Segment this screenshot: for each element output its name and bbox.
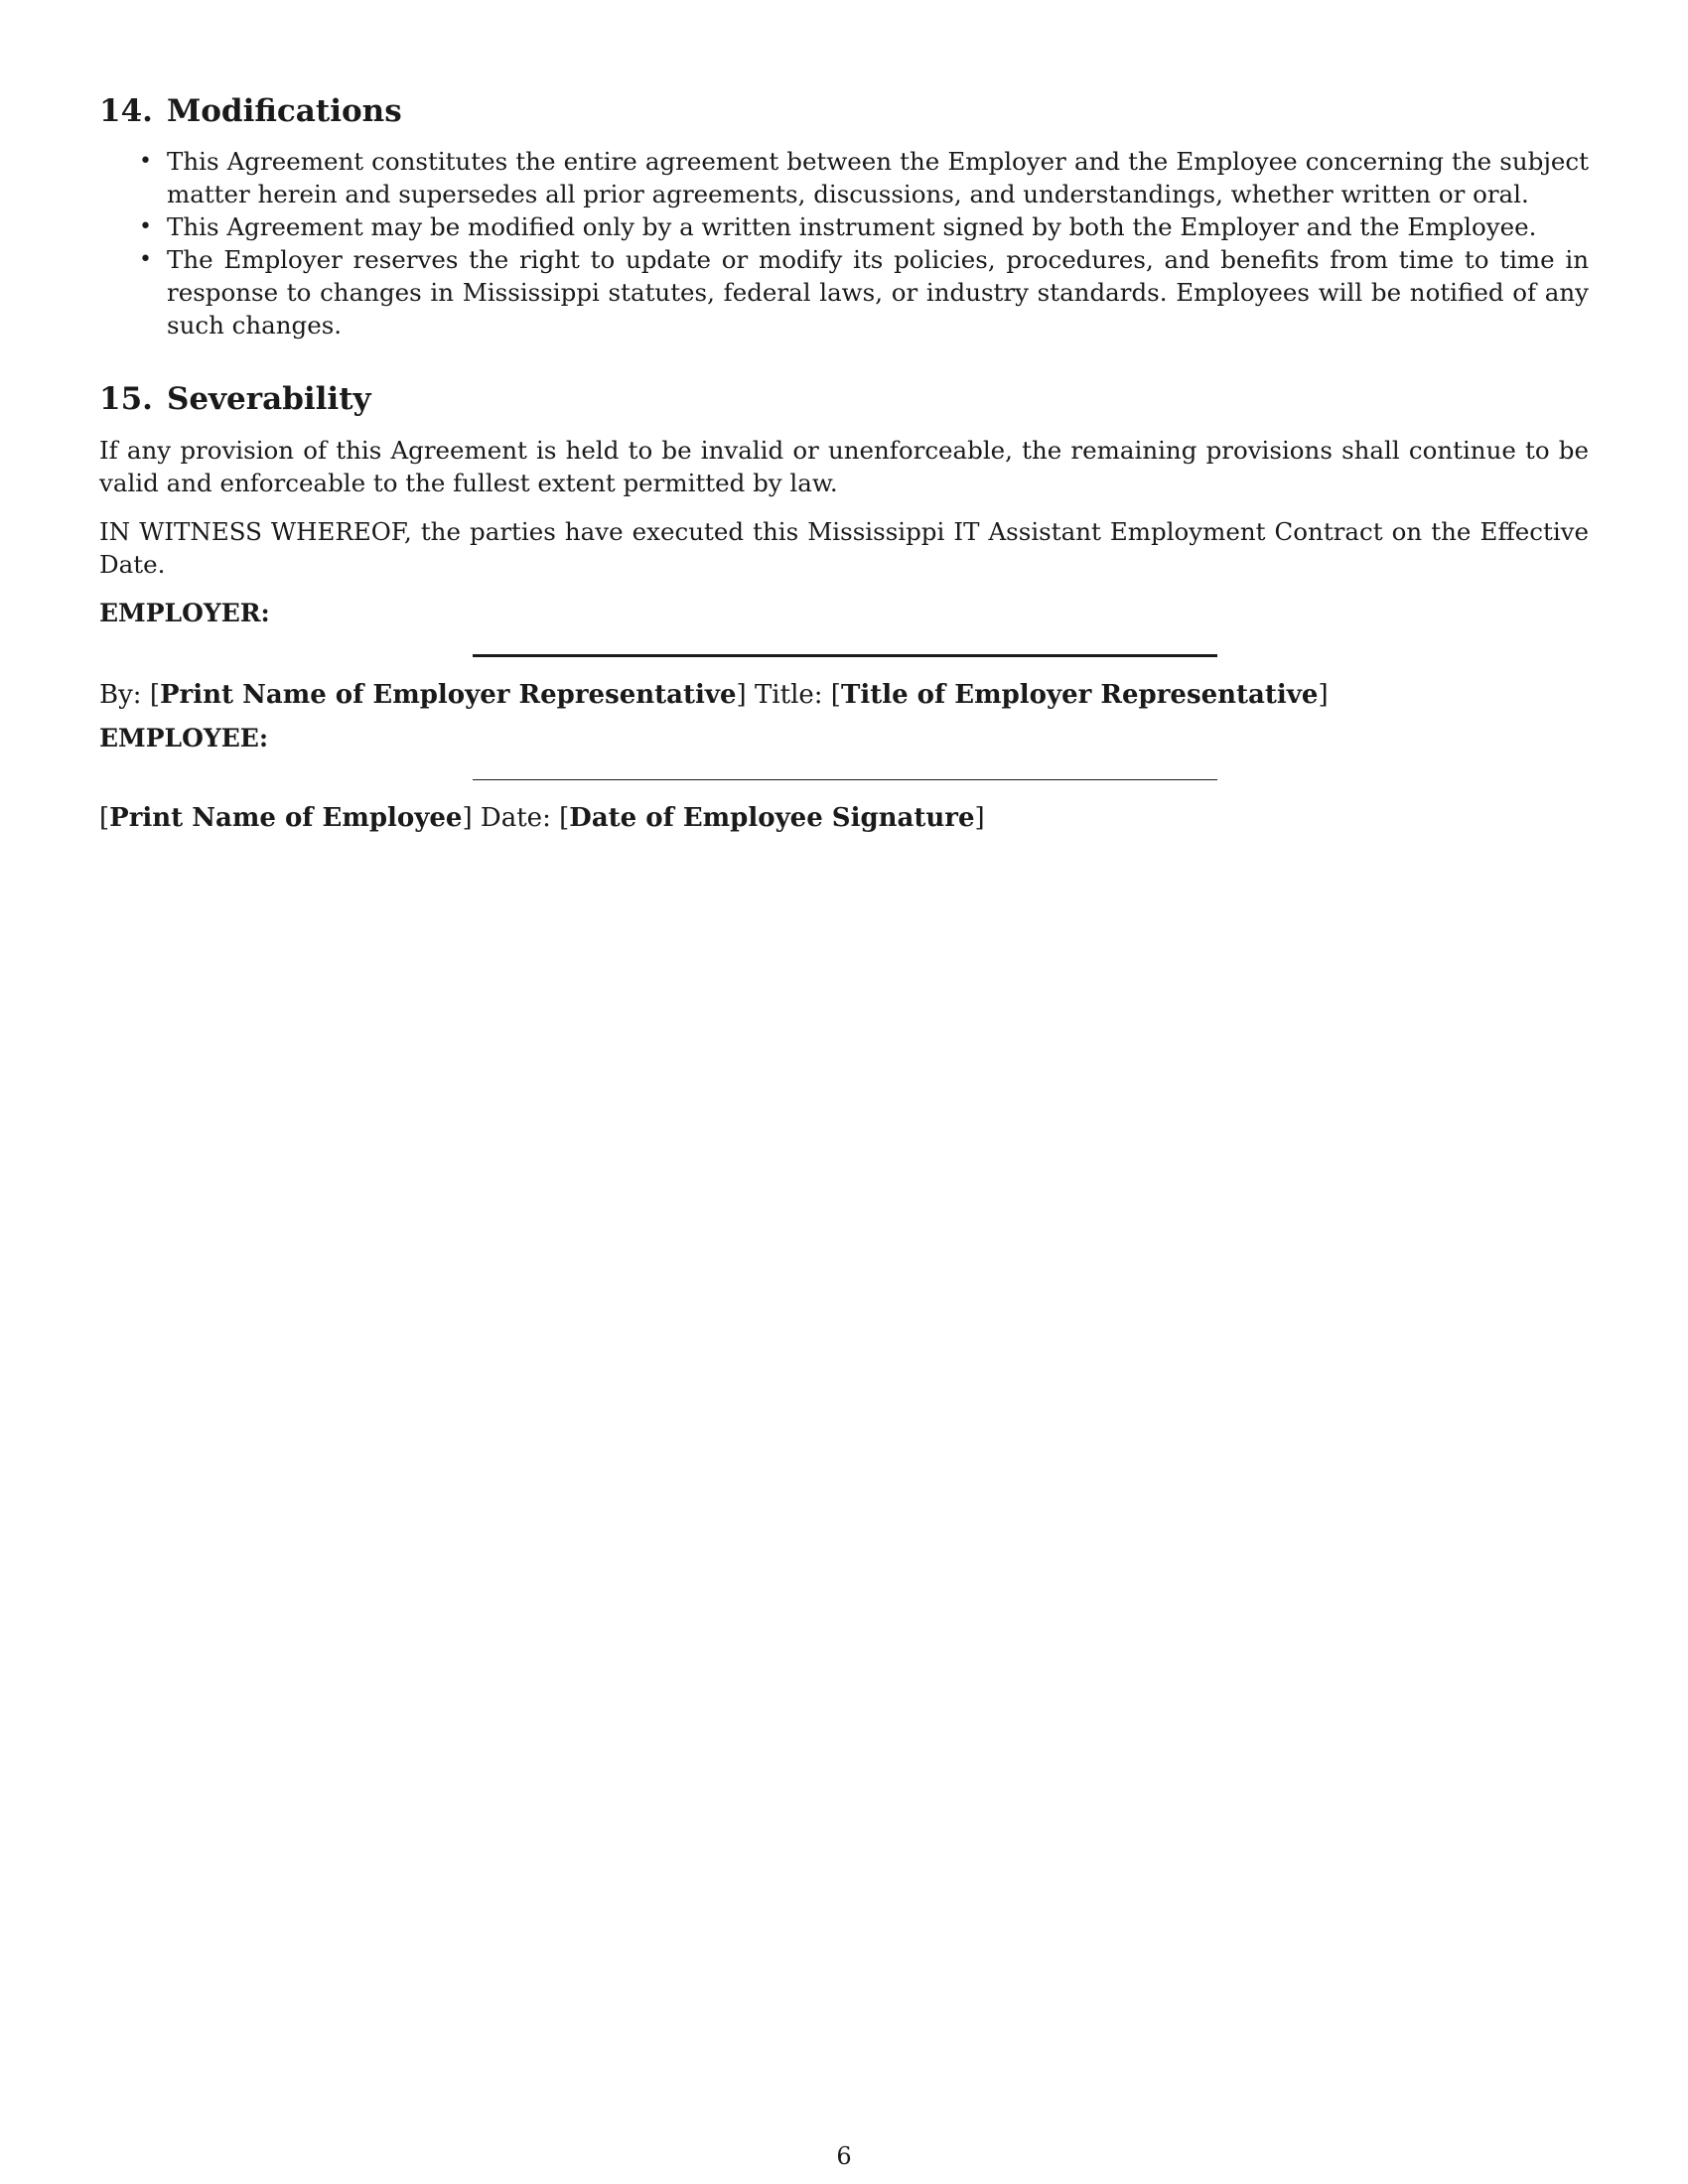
list-item (99, 210, 1589, 243)
employee-label: EMPLOYEE: (99, 723, 269, 752)
list-item (99, 145, 1589, 210)
section-14-title: Modifications (166, 93, 402, 129)
section-15-heading (99, 379, 1589, 419)
page-number: 6 (836, 2142, 852, 2170)
section-15-number: 15. (99, 381, 153, 418)
list-item-text: This Agreement constitutes the entire agreement between the Employer and the Employee concerning the subject matter herein and supersedes all prior agreements, discussions, and understandings, whether written or oral. (167, 147, 1589, 209)
section-14-number: 14. (99, 93, 153, 129)
section-15-body: If any provision of this Agreement is held to be invalid or unenforceable, the remaining provisions shall continue to be valid and enforceable to the fullest extent permitted by law. (99, 435, 1589, 497)
employee-name-placeholder: Print Name of Employee (109, 802, 463, 833)
employee-date-prefix: Date: (480, 802, 551, 833)
list-item-text: This Agreement may be modified only by a written instrument signed by both the Employer and the Employee. (167, 212, 1537, 242)
document-page (99, 91, 1589, 845)
section-14-heading (99, 91, 1589, 131)
employer-by-prefix: By: (99, 679, 142, 710)
bullet-icon: • (139, 247, 152, 273)
employer-name-placeholder: Print Name of Employer Representative (159, 679, 737, 710)
employee-signature-details: [Print Name of Employee] Date: [Date of Employee Signature] (99, 802, 985, 833)
employer-title-placeholder: Title of Employer Representative (840, 679, 1319, 710)
list-item (99, 243, 1589, 341)
list-item-text: The Employer reserves the right to update or modify its policies, procedures, and benefits from time to time in response to changes in Mississippi statutes, federal laws, or industry standards. Employees will be notified of any such changes. (167, 245, 1589, 341)
employer-label: EMPLOYER: (99, 598, 270, 627)
bullet-icon: • (139, 214, 152, 240)
section-15-title: Severability (166, 381, 371, 418)
employer-title-prefix: Title: (754, 679, 823, 710)
employer-signature-details: By: [Print Name of Employer Representative] Title: [Title of Employer Representative] (99, 679, 1329, 710)
bullet-icon: • (139, 149, 152, 175)
employee-date-placeholder: Date of Employee Signature (569, 802, 975, 833)
employer-signature-line[interactable] (473, 654, 1217, 657)
witness-clause: IN WITNESS WHEREOF, the parties have executed this Mississippi IT Assistant Employment Contract on the Effective Date. (99, 516, 1589, 579)
section-14-list (99, 145, 1589, 341)
employee-signature-line[interactable] (473, 779, 1217, 780)
